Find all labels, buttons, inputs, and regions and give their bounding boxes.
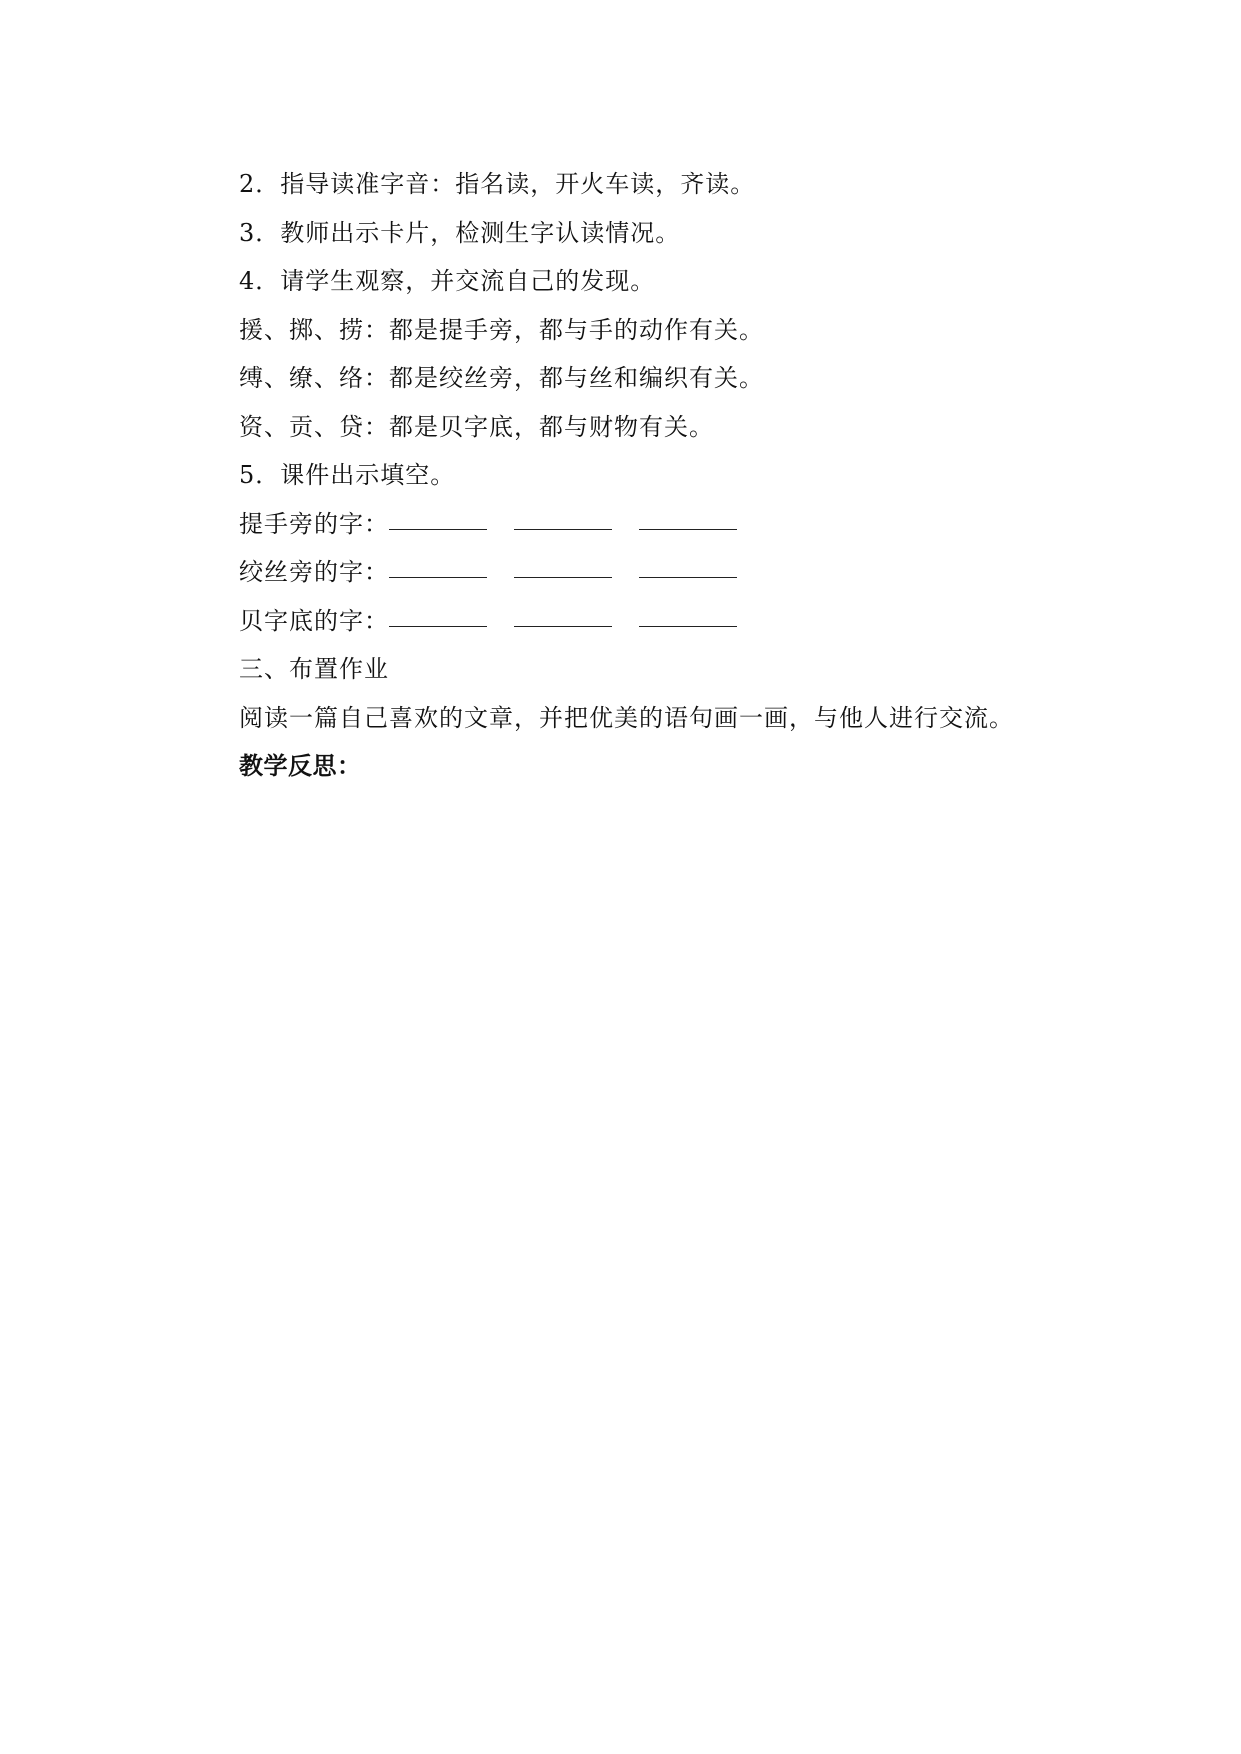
step-4-text: 4．请学生观察，并交流自己的发现。	[239, 267, 656, 295]
document-body	[239, 160, 1059, 791]
blank-line	[389, 528, 487, 530]
blank-line	[639, 576, 737, 578]
blank-line	[514, 576, 612, 578]
fill-row-shell	[239, 597, 1059, 646]
blank-line	[389, 625, 487, 627]
finding-silk-radical: 缚、缭、络：都是绞丝旁，都与丝和编织有关。	[239, 364, 764, 392]
blank-line	[639, 625, 737, 627]
step-2-text: 2．指导读准字音：指名读，开火车读，齐读。	[239, 170, 756, 198]
blank-line	[639, 528, 737, 530]
section-title-homework: 三、布置作业	[239, 655, 389, 683]
fill-row-label: 提手旁的字：	[239, 509, 389, 538]
finding-hand-radical: 援、掷、捞：都是提手旁，都与手的动作有关。	[239, 315, 764, 344]
fill-row-label: 贝字底的字：	[239, 606, 389, 635]
blank-line	[514, 625, 612, 627]
fill-row-label: 绞丝旁的字：	[239, 558, 389, 586]
homework-text: 阅读一篇自己喜欢的文章，并把优美的语句画一画，与他人进行交流。	[239, 703, 1014, 732]
blank-line	[514, 528, 612, 530]
step-5-text: 5．课件出示填空。	[239, 461, 456, 489]
fill-row-hand	[239, 500, 1059, 549]
fill-row-silk	[239, 548, 1059, 597]
reflection-heading: 教学反思：	[239, 752, 362, 780]
step-3-text: 3．教师出示卡片，检测生字认读情况。	[239, 218, 681, 247]
blank-line	[389, 576, 487, 578]
finding-shell-radical: 资、贡、贷：都是贝字底，都与财物有关。	[239, 412, 714, 441]
